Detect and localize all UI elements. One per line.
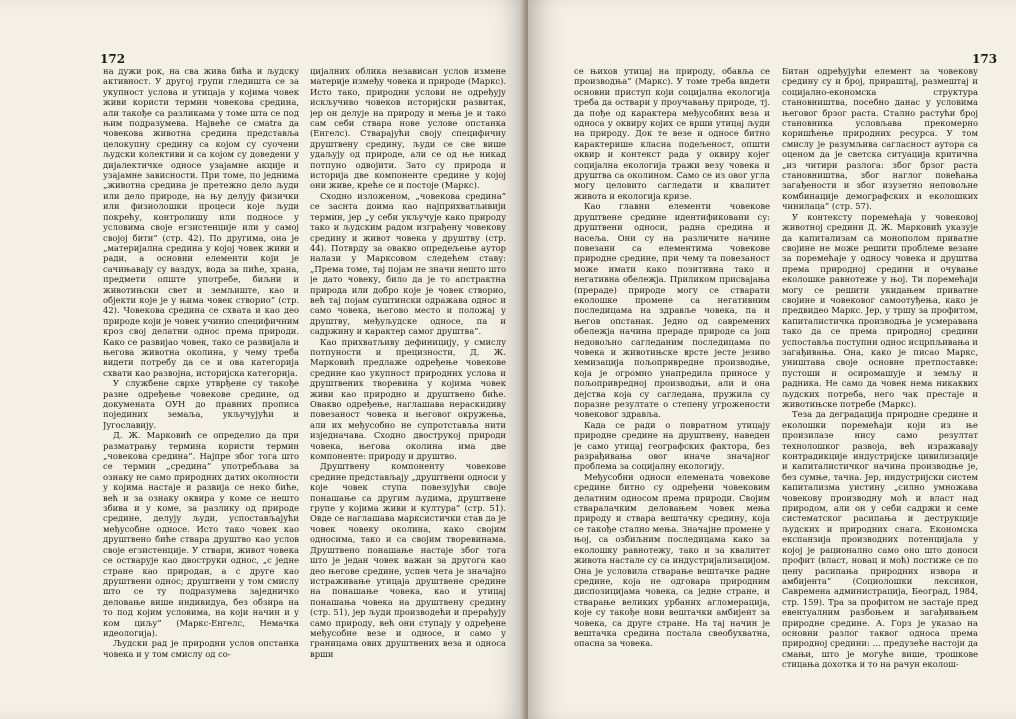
- paragraph: Као прихватљиву дефиницију, у смислу потпуности и прецизности, Д. Ж. Марковић предлаже одређење човекове средине као укупност природних услова и друштвених творевина у којима човек живи као природно и друштвено биће. Овакво одређење, наглашава нераскидиву повезаност човека и његовог окружења, али их међусобно не супротставља нити изједначава. Сходно двострукој природи човека, његова околина има две компоненте: природу и друштво.: [310, 336, 506, 462]
- paragraph: У контексту поремећаја у човековој животној средини Д. Ж. Марковић указује да капитализам са монополом приватне својине не може решити проблеме везане за поремећаје у односу човека и друштва према природној средини и очување еколошке равнотеже у њој. Ти поремећаји могу се решити укидањем приватне својине и човековог самоотуђења, како је предвидео Маркс. Јер, у тршу за профитом, капиталистичка производња је усмеравана тако да се према природној средини успоставља поступни однос исцрпљивања и загађивања. Она, како је писао Маркс, уништава своје основне претпоставке: пустоши и осиромашује и земљу и радника. Не само да човек нема никаквих људских потреба, него чак престаје и животињске потребе (Маркс).: [782, 211, 978, 409]
- text-column-4: [782, 66, 978, 706]
- right-page: [528, 0, 1016, 719]
- paragraph: на дужи рок, на сва жива бића и људску активност. У другој групи гледишта се за укупност услова и утицаја у којима човек живи користи термин човекова средина, али такође са разликама у томе шта се под њим подразумева. Највеће се смаtra да човекова животна средина представља целокупну средину са којом су суочени људски колективи и са којом су доведени у дијалектичке односе узајамне акције и узајамне зависности. При томе, по једнима „животна средина је претежно дело људи или дело природе, на њу делују физички или физиолошки процеси које људи покрећу, контролишу или подносе у условима своје егзистенције или у самој својој бити” (стр. 42). По другима, она је „материјална средина у којој човек живи и ради, а основни елементи који је сачињавају су ваздух, вода за пиће, храна, предмети општe употребе, биљни и животињски свет и земљиште, као и објекти које је у њима човек створио” (стр. 42). Човекова средина се схвата и као део природе који је човек учинио специфичним кроз свој делатни однос према природи. Како се развијао човек, тако се развијала и његова животна околина, у чему треба видети потребу да се и ова категорија схвати као развојна, историјска категорија.: [103, 66, 299, 378]
- paragraph: Друштвену компоненту човекове средине представљају „друштвени односи у које човек ступа повезујући своје понашање са другим људима, друштвене групе у којима живи и култура” (стр. 51). Овде се наглашава марксистички став да је човек човеку околина, како својим односима, тако и са својим творевинама. Друштвено понашање настаје због тога што је један човек важан за другога као део његове средине, успев четa је значајно истраживање утицаја друштвене средине на понашање човека, као и утицај понашања човека на друштвену средину (стр. 51), јер људи производећи и прерађују само природу, већ они ступају у одређене међусобне везе и односе, и само у границама ових друштвених веза и односа врши: [310, 461, 506, 659]
- paragraph: Када се ради о повратном утицају природне средине на друштвену, наведен је само утицај географских фактора, без разрађивања овог иначе значајног проблема за социјалну екологију.: [574, 419, 770, 472]
- page-number-right: 173: [972, 52, 998, 66]
- paragraph: се њихов утицај на природу, обавља се производња” (Маркс). У томе треба видети основни приступ који социјална екологија треба да оствари у проучавању природе, тј. да пође од карактера међусобних веза и односа у оквиру којих се врши утицај људи на природу. Док те везе и односе битно карактерише класна подељеност, општи оквир и контекст рада у оквиру којег социјална екологија тражи везу човека и друштва са околином. Само се из овог угла могу целовито сагледати и квалитет живота и екологија кризе.: [574, 66, 770, 201]
- text-column-1: [103, 66, 299, 706]
- paragraph: Сходно изложеном, „човекова средина” се заснта доима као најприхватљивији термин, јер „у себи укључује како природу тако и људским радом изграђену човекову средину и живот човека у друштву (стр. 44). Потврду за овакво опредељење аутор налази у Марксовом следећем ставу: „Према томе, тај појам не значи нешто што је дато човеку, било да је то апстрактна природа или добро које је човек створио, већ тај појам суштински одражава однос и само човека, његово место и положај у друштву, међуљудске односе, па и садржину и карактер самог друштва”.: [310, 190, 506, 337]
- text-column-3: [574, 66, 770, 706]
- paragraph: Људски рад је природни услов опстанка човека и у том смислу од со-: [103, 638, 299, 659]
- paragraph: Битан одређујући елемент за човекову средину су и број, прираштај, размештај и социјално-економска структура становништва, посебно данас у условима његовог брзог раста. Стално растући број становника условљава прекомерно коришћење природних ресурса. У том смислу је разумљива сагласност аутора са оценом да је светска ситуација критична „из читири разлога: због брзог раста становништва, због наглог повећања загађености и због изузетно неповољне комбинације демографских и еколошких чинилаца” (стр. 57).: [782, 66, 978, 212]
- page-number-left: 172: [100, 52, 126, 66]
- paragraph: Као главни елементи човекове друштвене средине идентификовани су: друштвени односи, радна средина и насеља. Они су на различите начине повезани са елементима човекове природне средине, при чему та повезаност може имати како позитивна тако и негативна обележја. Приликом присвајања (прераде) природе могу се стварати еколошке промене са негативним последицама на здравље човека, па и његов опстанак. Једно од савремених обележја начина прераде природе са још недовољно сагледаним последицама по човека и животињске врсте јесте језиво хемизација пољопривредне производње, која је огромно унапредила приносе у пољопривредној производњи, али и она дејства која су сагледана, пружила су поразне резултате о степену угрожености човековог здравља.: [574, 201, 770, 420]
- paragraph: Теза да деградација природне средине и еколошки поремећаји који из ње произилазе нису само резултат технолошког развоја, већ изражавају контрадикције индустријске цивилизације и капиталистичког начина производње је, без сумње, тачна. Јер, индустријски систем капитализма уистину „силно умножава човекову производну моћ и власт над природом, али он у себи садржи и семе систематског расипања и деструкције људских и природних снага. Економска експанзија производних потенцијала у којој је рационално само оно што доноси профит (власт, новац и моћ) постиже се по цену расипања природних извора и амбијента” (Социолошки лексикон, Савремена администрација, Београд, 1984, стр. 159). Тра за профитом не застаје пред евентуалним разбоњем и загађивањем природне средине. А. Горз је указао на основни разлог таквог односа према природној средини: ... предузеће настоји да смањи, што је могуће више, трошкове стицања дохотка и то на рачун еколош-: [782, 409, 978, 670]
- paragraph: цијалних облика независан услов измене материје између човека и природе (Маркс). Исто тако, природни услови не одређују искључиво човеков историјски развитак, јер он делује на природу и мења је и тако сам себи ствара нове услове опстанка (Енгелс). Стварајући своју специфичну друштвену средину, људи се све више удаљују од природе, али се од ње никад потпуно одвојити. Зато су природа и историја две компоненте средине у којој они живе, креће се и постоје (Маркс).: [310, 66, 506, 191]
- paragraph: У службене сврхе утврђене су такође разне одређење човекове средине, од докумената ОУН до правних прописа појединих земаља, укључујући и Југославију.: [103, 378, 299, 430]
- text-column-2: [310, 66, 506, 706]
- paragraph: Д. Ж. Марковић се определио да при разматрању термина користи термин „човекова средина”. Најпре због тога што се термин „средина” употребљава за ознаку не само природних датих околности у којима настаје и развија се неко биће, већ и за ознаку оквира у коме се нешто збива и у коме, за разлику од природе средине, делују људи, успостављајући међусобне односе. Исто тако човек као друштвено биће ствара друштво као услов своје егзистенције. У ствари, живот човека се остварује као двоструки однос, „с једне стране као природан, а с друге као друштвени однос; друштвени у том смислу што се ту подразумева заједничко деловање више индивидуа, без обзира на то под којим условима, на који начин и у ком циљу” (Маркс-Енгелс, Немачка идеологија).: [103, 430, 299, 638]
- paragraph: Међусобни односи елемената човекове средине битно су одређени човековим делатним односом према природи. Својим стваралачким деловањем човек мења природу и ствара вештачку средину, која се такође сталнo мења. Значајне промене у њој, са озбиљним последицама како за еколошку равнотежу, тако и за квалитет живота настале су са индустријализацијом. Она је условила стварање вештачке радне средине, која не одговара природним диспозицијама човека, са једне стране, и стварање великих урбаних агломерација, које су такође нови вештачки амбијент за човека, са друге стране. На тај начин је вештачка средина постала свеобухватна, опасна за човека.: [574, 471, 770, 649]
